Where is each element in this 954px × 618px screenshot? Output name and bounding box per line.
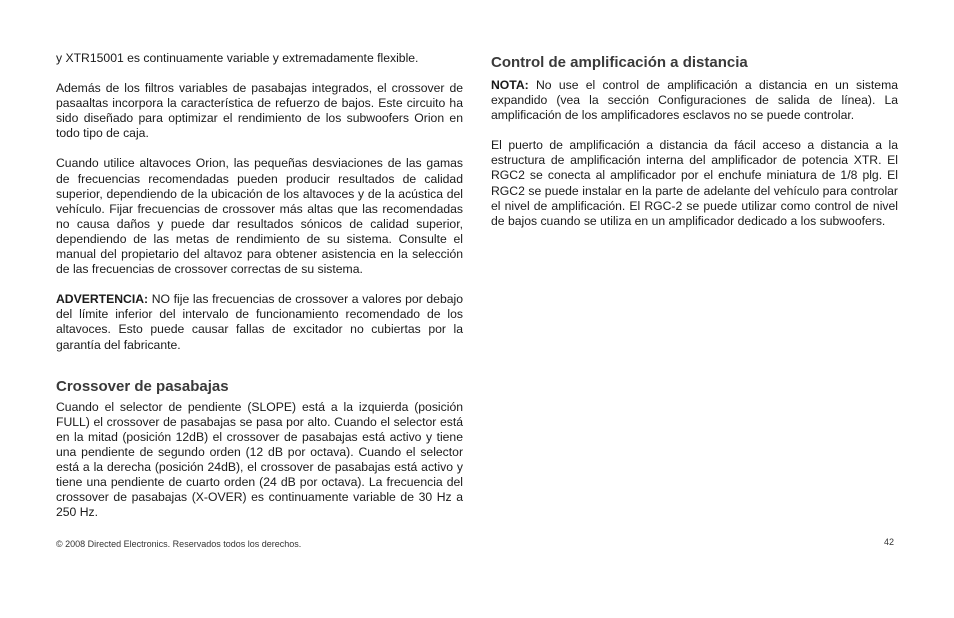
page-number: 42 [884, 537, 895, 547]
warning-text: NO fije las frecuencias de crossover a valores por debajo del límite inferior del intervalo de funcionamiento recomendado de los altavoces. Esto puede causar fallas de excitador no cubiertas por la garantía del fabricante. [56, 292, 463, 352]
note-label: NOTA: [491, 78, 529, 92]
paragraph-warning [56, 292, 463, 352]
paragraph-lowpass: Cuando el selector de pendiente (SLOPE) está a la izquierda (posición FULL) el crossover de pasabajas se pasa por alto. Cuando el selector está en la mitad (posición 12dB) el crossover de pasabajas está activo y tiene una pendiente de segundo orden (12 dB por octava). Cuando el selector está a la derecha (posición 24dB), el crossover de pasabajas está activo y tiene una pendiente de cuarto orden (24 dB por octava). La frecuencia del crossover de pasabajas (X-OVER) es continuamente variable de 30 Hz a 250 Hz. [56, 399, 463, 520]
copyright-footer: © 2008 Directed Electronics. Reservados todos los derechos. [56, 539, 302, 549]
warning-label: ADVERTENCIA: [56, 292, 149, 307]
left-column [56, 51, 463, 535]
paragraph-note [491, 78, 898, 123]
note-text: No use el control de amplificación a distancia en un sistema expandido (vea la sección Configuraciones de salida de línea). La amplificación de los amplificadores esclavos no se puede controlar. [491, 78, 898, 123]
paragraph-continuation: y XTR15001 es continuamente variable y extremadamente flexible. [56, 51, 419, 65]
heading-remote-gain: Control de amplificación a distancia [491, 54, 748, 71]
paragraph-orion-speakers: Cuando utilice altavoces Orion, las pequeñas desviaciones de las gamas de frecuencias recomendadas pueden producir resultados de calidad superior, dependiendo de la ubicación de los altavoces y de la acústica del vehículo. Fijar frecuencias de crossover más altas que las recomendadas no causa daños y puede dar resultados sónicos de calidad superior, dependiendo de las metas de rendimiento de su sistema. Consulte el manual del propietario del altavoz para obtener asistencia en la selección de las frecuencias de crossover correctas de su sistema. [56, 156, 463, 277]
right-column [491, 54, 898, 244]
paragraph-remote-port: El puerto de amplificación a distancia da fácil acceso a distancia a la estructura de amplificación interna del amplificador de potencia XTR. El RGC2 se conecta al amplificador por el enchufe miniatura de 1/8 plg. El RGC2 se puede instalar en la parte de adelante del vehículo para controlar el nivel de amplificación. El RGC-2 se puede utilizar como control de nivel de bajos cuando se utiliza en un amplificador dedicado a los subwoofers. [491, 138, 898, 228]
heading-lowpass-crossover: Crossover de pasabajas [56, 377, 229, 395]
paragraph-bass-boost: Además de los filtros variables de pasabajas integrados, el crossover de pasaaltas incorpora la característica de refuerzo de bajos. Este circuito ha sido diseñado para optimizar el rendimiento de los subwoofers Orion en todo tipo de caja. [56, 81, 463, 141]
